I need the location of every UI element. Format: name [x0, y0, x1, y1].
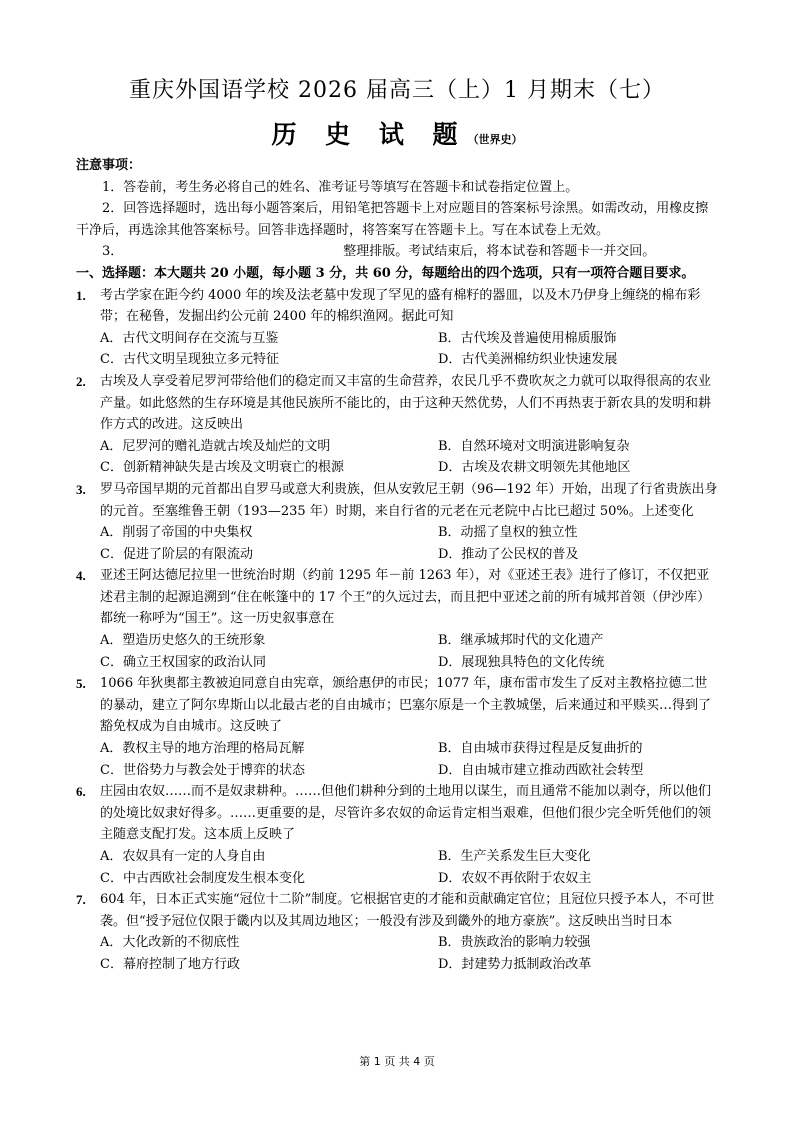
notice-item-3: [76, 241, 720, 263]
option-b: B．自然环境对文明演进影响复杂: [438, 438, 630, 454]
option-a: A．古代文明间存在交流与互鉴: [100, 330, 279, 346]
option-c: C．确立王权国家的政治认同: [100, 654, 266, 670]
question-4-options: [76, 630, 720, 673]
question-2-options: [76, 436, 720, 479]
question-6: [76, 781, 720, 846]
notice-item-3-number: 3．: [102, 244, 124, 260]
question-number: 2.: [76, 373, 86, 389]
question-stem: 考古学家在距今约 4000 年的埃及法老墓中发现了罕见的盛有棉籽的器皿，以及木乃伊身上缠绕的棉布彩带；在秘鲁，发掘出约公元前 2400 年的棉织渔网。据此可知: [100, 287, 701, 325]
option-c: C．古代文明呈现独立多元特征: [100, 352, 279, 368]
option-c: C．中古西欧社会制度发生根本变化: [100, 870, 305, 886]
option-a: A．农奴具有一定的人身自由: [100, 849, 266, 864]
question-number: 4.: [76, 568, 86, 584]
section-heading: 一、选择题：本大题共 20 小题，每小题 3 分，共 60 分，每题给出的四个选项，只有一项符合题目要求。: [76, 265, 695, 281]
question-4: [76, 565, 720, 630]
question-7: [76, 889, 720, 932]
page-footer: 第 1 页 共 4 页: [359, 1055, 435, 1068]
option-a: A．削弱了帝国的中央集权: [100, 525, 253, 541]
question-2: [76, 371, 720, 436]
question-number: 3.: [76, 481, 86, 497]
option-a: A．塑造历史悠久的王统形象: [100, 633, 266, 649]
question-5: [76, 673, 720, 738]
page-title: 重庆外国语学校 2026 届高三（上）1 月期末（七）: [129, 78, 665, 103]
option-c: C．创新精神缺失是古埃及文明衰亡的根源: [100, 460, 344, 476]
option-d: D．自由城市建立推动西欧社会转型: [438, 762, 644, 778]
option-b: B．生产关系发生巨大变化: [438, 849, 591, 864]
question-6-options: [76, 846, 720, 889]
question-3-options: [76, 522, 720, 565]
option-d: D．古代美洲棉纺织业快速发展: [438, 352, 618, 368]
option-d: D．封建势力抵制政治改革: [438, 956, 592, 972]
question-stem: 亚述王阿达德尼拉里一世统治时期（约前 1295 年－前 1263 年），对《亚述王表》进行了修订，不仅把亚述君主制的起源追溯到“住在帐篷中的 17 个王”的久远过去，而且把中亚述之前的所有城邦首领（伊沙库）都统一称呼为“国王”。这一历史叙事意在: [100, 568, 711, 627]
question-3: [76, 479, 720, 522]
notice-item-1: 1．答卷前，考生务必将自己的姓名、准考证号等填写在答题卡和试卷指定位置上。: [102, 179, 579, 195]
option-c: C．幕府控制了地方行政: [100, 956, 240, 972]
question-stem: 1066 年狄奥都主教被迫同意自由宪章，颁给惠伊的市民；1077 年，康布雷市发生了反对主教格拉德二世的暴动，建立了阿尔卑斯山以北最古老的自由城市；巴塞尔原是一个主教城堡，后来通过和平赎买…得到了豁免权成为自由城市。这反映了: [100, 676, 712, 735]
question-stem: 罗马帝国早期的元首都出自罗马或意大利贵族，但从安敦尼王朝（96—192 年）开始，出现了行省贵族出身的元首。至塞维鲁王朝（193—235 年）时期，来自行省的元老在元老院中占比已超过 50%。上述变化: [100, 481, 718, 519]
option-a: A．大化改新的不彻底性: [100, 935, 240, 951]
question-stem: 庄园由农奴……而不是奴隶耕种。……但他们耕种分到的土地用以谋生，而且通常不能加以剥夺，所以他们的处境比奴隶好得多。……更重要的是，尽管许多农奴的命运肯定相当艰难，但他们很少完全听凭他们的领主随意支配打发。这本质上反映了: [100, 784, 712, 843]
option-b: B．贵族政治的影响力较强: [438, 935, 591, 951]
question-stem: 604 年，日本正式实施“冠位十二阶”制度。它根据官吏的才能和贡献确定官位；且冠位只授予本人，不可世袭。但“授予冠位仅限于畿内以及其周边地区；一般没有涉及到畿外的地方豪族”。这反映出当时日本: [100, 892, 715, 929]
subject-scope: （世界史）: [467, 133, 523, 146]
question-1-options: [76, 328, 720, 371]
question-1: [76, 285, 720, 328]
option-a: A．教权主导的地方治理的格局瓦解: [100, 741, 305, 757]
option-b: B．继承城邦时代的文化遗产: [438, 633, 604, 649]
question-7-options: [76, 932, 720, 975]
option-a: A．尼罗河的赠礼造就古埃及灿烂的文明: [100, 438, 331, 454]
exam-content: [76, 155, 720, 976]
question-number: 7.: [76, 892, 86, 908]
option-b: B．自由城市获得过程是反复曲折的: [438, 741, 643, 757]
subject-name: 历 史 试 题: [271, 120, 468, 149]
notice-heading: 注意事项：: [76, 158, 142, 173]
notice-item-2: 2．回答选择题时，选出每小题答案后，用铅笔把答题卡上对应题目的答案标号涂黑。如需改动，用橡皮擦干净后，再选涂其他答案标号。回答非选择题时，将答案写在答题卡上。写在本试卷上无效。: [76, 201, 709, 238]
subject-title: [0, 118, 794, 157]
question-5-options: [76, 738, 720, 781]
question-number: 5.: [76, 676, 86, 692]
option-b: B．动摇了皇权的独立性: [438, 525, 578, 541]
notice-item-3-text: 整理排版。考试结束后，将本试卷和答题卡一并交回。: [343, 244, 656, 260]
option-d: D．农奴不再依附于农奴主: [438, 870, 592, 886]
question-number: 1.: [76, 287, 86, 303]
option-c: C．促进了阶层的有限流动: [100, 546, 253, 562]
option-d: D．推动了公民权的普及: [438, 546, 579, 562]
option-d: D．展现独具特色的文化传统: [438, 654, 605, 670]
question-number: 6.: [76, 784, 86, 800]
option-b: B．古代埃及普遍使用棉质服饰: [438, 330, 617, 346]
question-stem: 古埃及人享受着尼罗河带给他们的稳定而又丰富的生命营养，农民几乎不费吹灰之力就可以取得很高的农业产量。如此悠然的生存环境是其他民族所不能比的，由于这种天然优势，人们不再热衷于新农具的发明和耕作方式的改进。这反映出: [100, 373, 712, 433]
option-c: C．世俗势力与教会处于博弈的状态: [100, 762, 305, 778]
option-d: D．古埃及农耕文明领先其他地区: [438, 460, 631, 476]
